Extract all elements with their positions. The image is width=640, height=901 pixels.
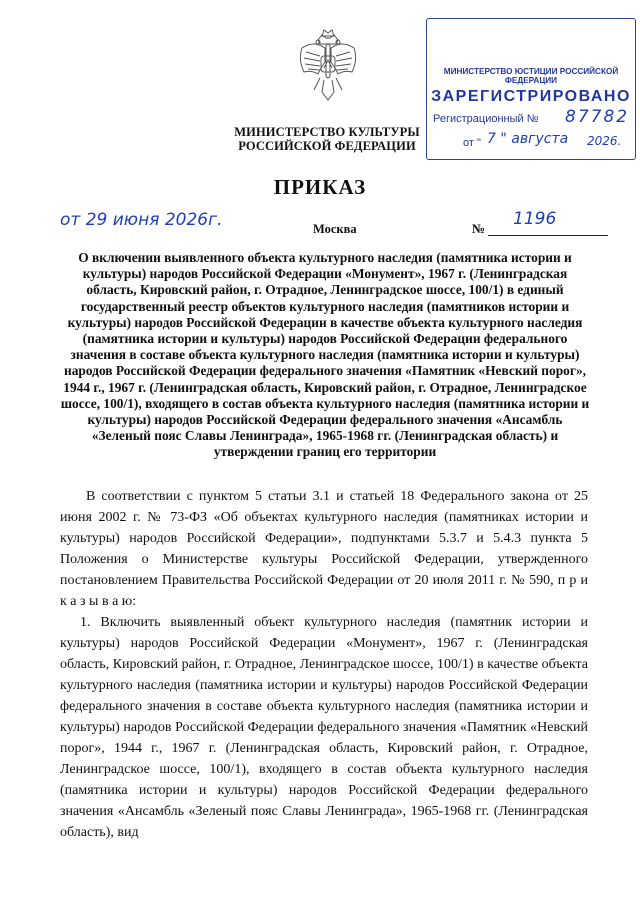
stamp-date-year: 2026. xyxy=(587,134,622,148)
order-number-underline xyxy=(488,235,608,236)
order-body xyxy=(60,486,588,843)
stamp-date-line xyxy=(463,137,481,149)
ministry-name xyxy=(222,125,432,153)
order-title: ПРИКАЗ xyxy=(273,175,367,199)
order-heading: О включении выявленного объекта культурного наследия (памятника истории и культуры) народов Российской Федерации «Монумент», 1967 г. (Ленинградская область, Кировский район, г. Отрадное, Ленинградское шоссе, 100/1) в единый государственный реестр объектов культурного наследия (памятников истории и культуры) народов Российской Федерации в качестве объекта культурного наследия (памятника истории и культуры) народов Российской Федерации федерального значения в составе объекта культурного наследия (памятника истории и культуры) народов Российской Федерации федерального значения «Памятник «Невский порог», 1944 г., 1967 г. (Ленинградская область, Кировский район, г. Отрадное, Ленинградское шоссе, 100/1), входящего в состав объекта культурного наследия (памятника истории и культуры) народов Российской Федерации федерального значения «Ансамбль «Зеленый пояс Славы Ленинграда», 1965-1968 гг. (Ленинградская область) и утверждении границ его территории xyxy=(60,250,590,460)
order-city: Москва xyxy=(313,222,357,236)
ministry-line-2: РОССИЙСКОЙ ФЕДЕРАЦИИ xyxy=(238,139,416,153)
stamp-ministry: МИНИСТЕРСТВО ЮСТИЦИИ РОССИЙСКОЙ ФЕДЕРАЦИИ xyxy=(443,67,619,85)
stamp-date-handwritten xyxy=(487,131,568,147)
stamp-reg-label: Регистрационный № xyxy=(433,113,539,125)
order-number-label: № xyxy=(472,221,486,236)
stamp-registered: ЗАРЕГИСТРИРОВАНО xyxy=(431,88,631,105)
stamp-date-day: 7 xyxy=(487,131,496,147)
order-paragraph-2: 1. Включить выявленный объект культурного наследия (памятник истории и культуры) народов Российской Федерации «Монумент», 1967 г. (Ленинградская область, Кировский район, г. Отрадное, Ленинградское шоссе, 100/1) в качестве объекта культурного наследия (памятника истории и культуры) народов Российской Федерации федерального значения в составе объекта культурного наследия (памятника истории и культуры) народов Российской Федерации федерального значения «Памятник «Невский порог», 1944 г., 1967 г. (Ленинградская область, Кировский район, г. Отрадное, Ленинградское шоссе, 100/1), входящего в состав объекта культурного наследия (памятника истории и культуры) народов Российской Федерации федерального значения «Ансамбль «Зеленый пояс Славы Ленинграда», 1965-1968 гг. (Ленинградская область), вид xyxy=(60,615,588,840)
order-number-handwritten: 1196 xyxy=(513,209,557,229)
stamp-date-month: августа xyxy=(511,131,569,147)
order-paragraph-1: В соответствии с пунктом 5 статьи 3.1 и статьей 18 Федерального закона от 25 июня 2002 г. № 73-ФЗ «Об объектах культурного наследия (памятниках истории и культуры) народов Российской Федерации», подпунктами 5.3.7 и 5.4.3 пункта 5 Положения о Министерстве культуры Российской Федерации, утвержденного постановлением Правительства Российской Федерации от 20 июля 2011 г. № 590, п р и к а з ы в а ю: xyxy=(60,489,588,609)
coat-of-arms-emblem-icon xyxy=(296,26,360,108)
stamp-date-prefix: от " xyxy=(463,137,481,149)
order-date-handwritten: от 29 июня 2026г. xyxy=(60,210,223,230)
stamp-date-sep: " xyxy=(500,131,507,147)
ministry-line-1: МИНИСТЕРСТВО КУЛЬТУРЫ xyxy=(234,125,420,139)
stamp-reg-number: 87782 xyxy=(565,107,630,127)
registration-stamp xyxy=(426,18,636,160)
